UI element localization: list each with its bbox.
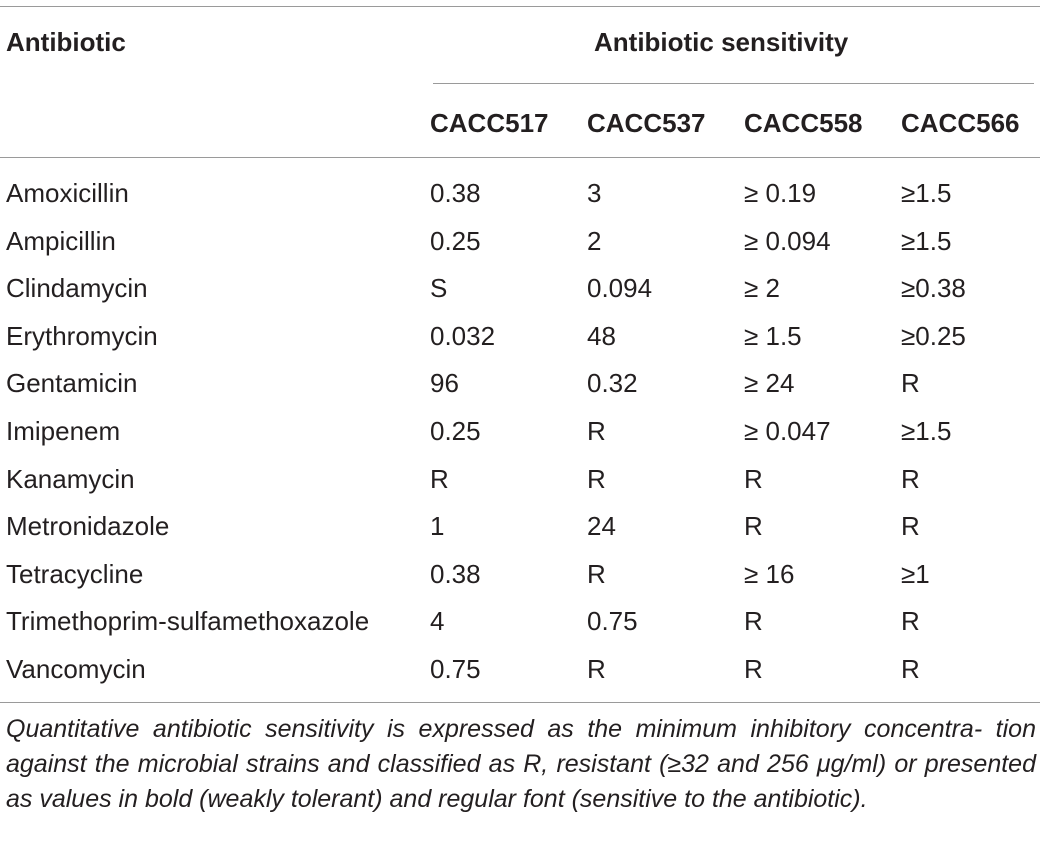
header-strain: CACC517 (430, 108, 549, 138)
table-cell-value: 1 (430, 511, 445, 541)
table-cell-value: 96 (430, 368, 459, 398)
table-cell-value: R (587, 654, 606, 684)
table-cell-value: R (744, 606, 763, 636)
header-rule (0, 157, 1040, 158)
table-cell-value: 0.094 (587, 273, 653, 303)
table-cell-value: 0.38 (430, 178, 481, 208)
table-cell-value: R (901, 606, 920, 636)
table-cell-value: ≥0.38 (901, 273, 966, 303)
bottom-rule (0, 702, 1040, 703)
top-rule (0, 6, 1040, 7)
footnote-line: or presented as values in bold (weakly tolerant) and regular font (sensitive to (6, 750, 1036, 813)
table-cell-value: 0.032 (430, 321, 496, 351)
table-cell-value: ≥0.25 (901, 321, 966, 351)
table-cell-value: R (901, 368, 920, 398)
table-cell-value: 48 (587, 321, 616, 351)
table-cell-value: R (901, 654, 920, 684)
table-cell-value: R (901, 464, 920, 494)
table-row-antibiotic: Imipenem (6, 416, 121, 446)
table-cell-value: 0.75 (587, 606, 638, 636)
table-cell-value: 0.75 (430, 654, 481, 684)
table-row-antibiotic: Gentamicin (6, 368, 138, 398)
header-antibiotic-sensitivity: Antibiotic sensitivity (594, 27, 849, 57)
footnote-line: the antibiotic). (711, 785, 868, 813)
table-cell-value: R (587, 464, 606, 494)
table-cell-value: 0.32 (587, 368, 638, 398)
table-cell-value: R (587, 416, 606, 446)
table-row-antibiotic: Tetracycline (6, 559, 144, 589)
table-row-antibiotic: Ampicillin (6, 226, 116, 256)
table-cell-value: R (901, 511, 920, 541)
table-cell-value: 0.25 (430, 226, 481, 256)
table-row-antibiotic: Amoxicillin (6, 178, 129, 208)
table-cell-value: ≥ 2 (744, 273, 780, 303)
table-cell-value: ≥ 1.5 (744, 321, 802, 351)
table-cell-value: S (430, 273, 448, 303)
table-cell-value: ≥ 24 (744, 368, 795, 398)
footnote-line: Quantitative antibiotic sensitivity is expressed as the minimum inhibitory concentra- (6, 715, 983, 743)
table-row-antibiotic: Trimethoprim-sulfamethoxazole (6, 606, 370, 636)
table-row-antibiotic: Vancomycin (6, 654, 146, 684)
table-cell-value: ≥ 0.094 (744, 226, 831, 256)
header-strain: CACC537 (587, 108, 706, 138)
table-cell-value: 0.38 (430, 559, 481, 589)
table-row-antibiotic: Kanamycin (6, 464, 135, 494)
header-strain: CACC566 (901, 108, 1020, 138)
table-footnote (6, 712, 1036, 817)
table-cell-value: ≥1.5 (901, 226, 952, 256)
footnote-line: tion against the microbial strains and classified as R, resistant (≥32 and 256 μg/ml) (6, 715, 1036, 778)
table-cell-value: 3 (587, 178, 602, 208)
table-cell-value: R (744, 511, 763, 541)
table-cell-value: ≥ 0.047 (744, 416, 831, 446)
table-row-antibiotic: Metronidazole (6, 511, 170, 541)
table-row-antibiotic: Erythromycin (6, 321, 158, 351)
table-cell-value: ≥1 (901, 559, 930, 589)
table-cell-value: R (587, 559, 606, 589)
table-cell-value: R (744, 654, 763, 684)
table-cell-value: R (744, 464, 763, 494)
header-antibiotic: Antibiotic (6, 27, 126, 57)
table-cell-value: R (430, 464, 449, 494)
table-cell-value: 24 (587, 511, 616, 541)
table-cell-value: ≥ 16 (744, 559, 795, 589)
group-rule (433, 83, 1034, 84)
table-cell-value: 2 (587, 226, 602, 256)
table-cell-value: ≥1.5 (901, 178, 952, 208)
header-strain: CACC558 (744, 108, 863, 138)
table-cell-value: ≥ 0.19 (744, 178, 817, 208)
table-row-antibiotic: Clindamycin (6, 273, 148, 303)
table-cell-value: ≥1.5 (901, 416, 952, 446)
table-cell-value: 0.25 (430, 416, 481, 446)
table-cell-value: 4 (430, 606, 445, 636)
